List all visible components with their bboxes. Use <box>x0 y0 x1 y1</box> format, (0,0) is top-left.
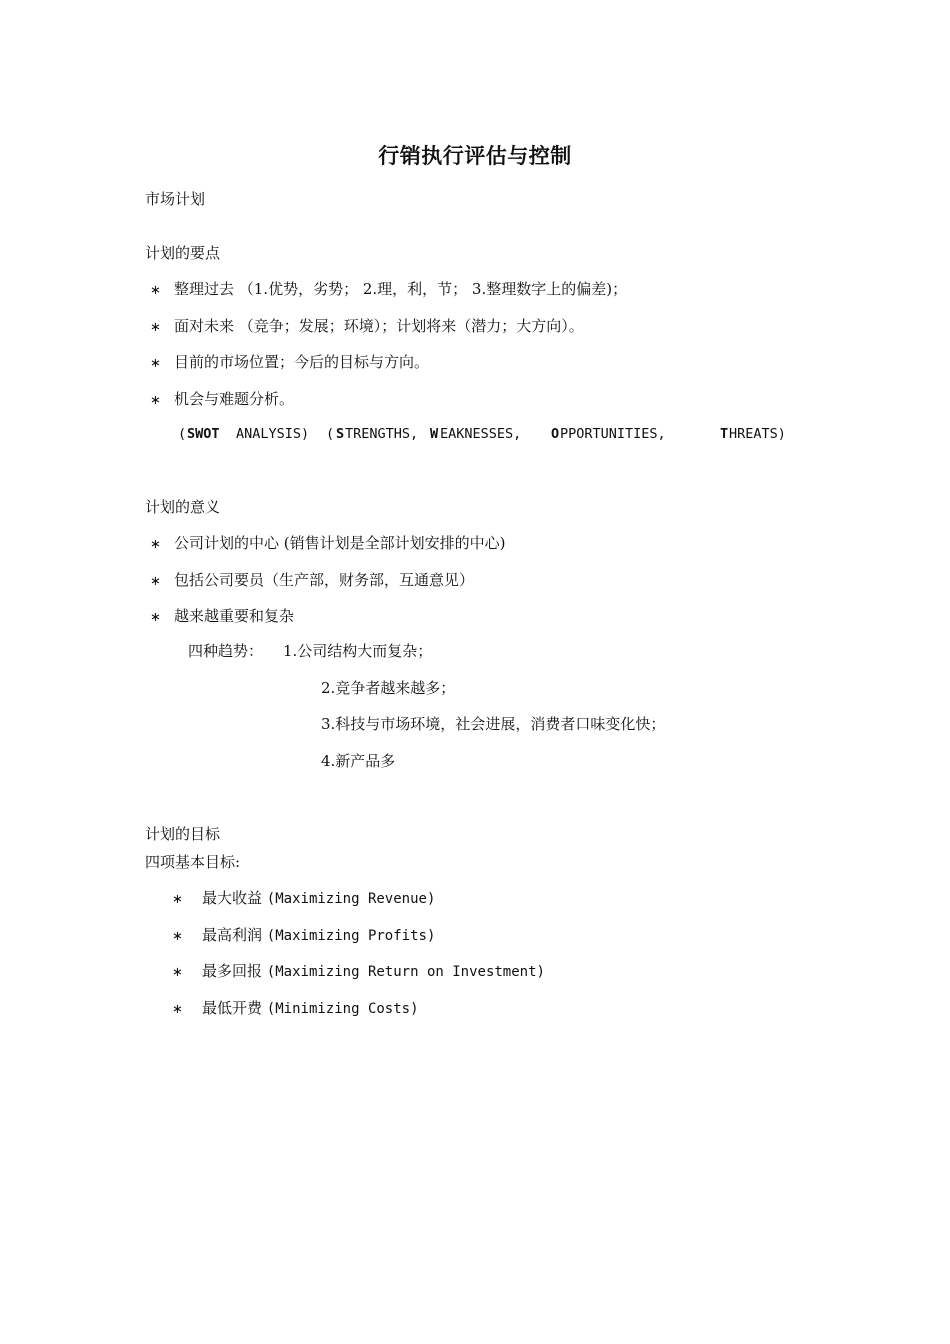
weaknesses-initial: W <box>430 426 439 442</box>
list-item <box>150 352 429 374</box>
trend-item: 4.新产品多 <box>321 752 396 770</box>
threats-initial: T <box>720 426 729 442</box>
goal-en: (Maximizing Profits) <box>266 928 436 944</box>
strengths-rest: TRENGTHS, <box>345 426 419 442</box>
list-item <box>172 961 545 983</box>
list-item-text: 目前的市场位置；今后的目标与方向。 <box>174 353 430 371</box>
goal-en: (Minimizing Costs) <box>266 1001 419 1017</box>
list-item <box>150 533 505 555</box>
swot-analysis-word: ANALYSIS) <box>236 426 310 442</box>
list-item-text: 面对未来 （竞争；发展；环境）；计划将来（潜力；大方向）。 <box>174 317 584 335</box>
bullet-star-icon: ∗ <box>172 965 183 980</box>
list-item-text: 越来越重要和复杂 <box>174 607 295 625</box>
list-item-text: 包括公司要员（生产部，财务部，互通意见） <box>174 571 475 589</box>
list-item <box>172 888 435 910</box>
bullet-star-icon: ∗ <box>150 574 161 589</box>
document-title: 行销执行评估与控制 <box>378 144 572 168</box>
goal-zh: 最大收益 <box>202 889 263 907</box>
bullet-star-icon: ∗ <box>172 1002 183 1017</box>
goal-en: (Maximizing Revenue) <box>266 891 436 907</box>
list-item <box>150 389 294 411</box>
goal-en: (Maximizing Return on Investment) <box>266 964 545 980</box>
list-item <box>150 316 584 338</box>
goal-zh: 最多回报 <box>202 962 263 980</box>
goal-zh: 最低开费 <box>202 999 263 1017</box>
bullet-star-icon: ∗ <box>150 283 161 298</box>
section-heading-goals: 计划的目标 <box>145 825 221 843</box>
bullet-star-icon: ∗ <box>172 892 183 907</box>
bullet-star-icon: ∗ <box>150 393 161 408</box>
threats-rest: HREATS) <box>729 426 786 442</box>
section-heading-meaning: 计划的意义 <box>145 498 221 516</box>
opportunities-initial: O <box>551 426 560 442</box>
opportunities-rest: PPORTUNITIES, <box>560 426 666 442</box>
bullet-star-icon: ∗ <box>150 537 161 552</box>
bullet-star-icon: ∗ <box>150 610 161 625</box>
trend-item: 1.公司结构大而复杂； <box>283 642 433 660</box>
weaknesses-rest: EAKNESSES, <box>440 426 522 442</box>
list-item <box>150 606 294 628</box>
strengths-initial: S <box>336 426 345 442</box>
bullet-star-icon: ∗ <box>172 929 183 944</box>
trends-label: 四种趋势： <box>188 642 264 660</box>
strengths-paren: ( <box>326 426 335 442</box>
list-item <box>150 570 474 592</box>
trend-item: 2.竞争者越来越多； <box>321 679 456 697</box>
list-item <box>150 279 627 301</box>
bullet-star-icon: ∗ <box>150 356 161 371</box>
list-item-text: 公司计划的中心 (销售计划是全部计划安排的中心) <box>174 534 506 552</box>
swot-open-paren: ( <box>178 426 187 442</box>
section-heading-market-plan: 市场计划 <box>145 190 206 208</box>
list-item <box>172 998 419 1020</box>
list-item <box>172 925 435 947</box>
section-heading-key-points: 计划的要点 <box>145 244 221 262</box>
swot-acronym: SWOT <box>187 426 220 442</box>
goal-zh: 最高利润 <box>202 926 263 944</box>
list-item-text: 机会与难题分析。 <box>174 390 295 408</box>
bullet-star-icon: ∗ <box>150 320 161 335</box>
goals-subheading: 四项基本目标: <box>145 853 241 871</box>
trend-item: 3.科技与市场环境，社会进展，消费者口味变化快； <box>321 715 666 733</box>
list-item-text: 整理过去 （1.优势，劣势； 2.理，利，节； 3.整理数字上的偏差)； <box>174 280 628 298</box>
